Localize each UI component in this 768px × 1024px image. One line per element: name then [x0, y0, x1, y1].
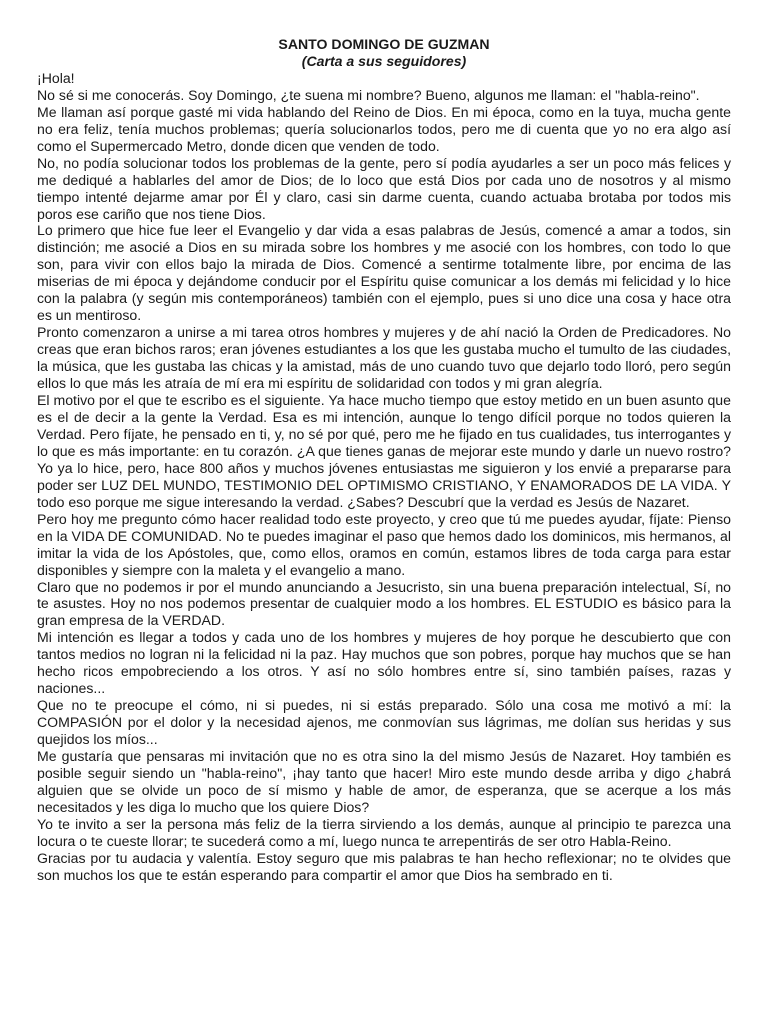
document-subtitle: (Carta a sus seguidores)	[301, 52, 467, 69]
paragraph-4: Lo primero que hice fue leer el Evangelio y dar vida a esas palabras de Jesús, comencé a amar a todos, sin distinción; me asocié a Dios en su mirada sobre los hombres y me asocié con los hombres, con todo lo que son, para vivir con ellos bajo la mirada de Dios. Comencé a sentirme totalmente libre, por encima de las miserias de mi época y dejándome conducir por el Espíritu quise comunicar a los demás mi felicidad y lo hice con la palabra (y según mis contemporáneos) también con el ejemplo, pues si uno dice una cosa y hace otra es un mentiroso.	[37, 222, 731, 324]
letter-page	[37, 36, 731, 884]
paragraph-2: Me llaman así porque gasté mi vida hablando del Reino de Dios. En mi época, como en la tuya, mucha gente no era feliz, tenía muchos problemas; quería solucionarlos todos, pero me di cuenta que yo no era algo así como el Supermercado Metro, donde dicen que venden de todo.	[37, 103, 731, 154]
paragraph-11: Me gustaría que pensaras mi invitación que no es otra sino la del mismo Jesús de Nazaret. Hoy también es posible seguir siendo un "habla-reino", ¡hay tanto que hacer! Miro este mundo desde arriba y digo ¿habrá alguien que se olvide un poco de sí mismo y hable de amor, de esperanza, que se acerque a los más necesitados y les diga lo mucho que los quiere Dios?	[37, 748, 731, 815]
paragraph-8: Claro que no podemos ir por el mundo anunciando a Jesucristo, sin una buena preparación intelectual, Sí, no te asustes. Hoy no nos podemos presentar de cualquier modo a los hombres. EL ESTUDIO es básico para la gran empresa de la VERDAD.	[37, 578, 731, 629]
paragraph-10: Que no te preocupe el cómo, ni si puedes, ni si estás preparado. Sólo una cosa me motivó a mí: la COMPASIÓN por el dolor y la necesidad ajenos, me conmovían sus lágrimas, me dolían sus heridas y sus quejidos los míos...	[37, 697, 731, 748]
paragraph-13: Gracias por tu audacia y valentía. Estoy seguro que mis palabras te han hecho reflexionar; no te olvides que son muchos los que te están esperando para compartir el amor que Dios ha sembrado en ti.	[37, 849, 731, 883]
greeting: ¡Hola!	[37, 69, 75, 86]
paragraph-9: Mi intención es llegar a todos y cada uno de los hombres y mujeres de hoy porque he descubierto que con tantos medios no logran ni la felicidad ni la paz. Hay muchos que son pobres, porque hay muchos que se han hecho ricos empobreciendo a los otros. Y así no sólo hombres entre sí, sino también países, razas y naciones...	[37, 629, 731, 697]
paragraph-3: No, no podía solucionar todos los problemas de la gente, pero sí podía ayudarles a ser un poco más felices y me dediqué a hablarles del amor de Dios; de lo loco que está Dios por cada uno de nosotros y al mismo tiempo intenté dejarme amar por Él y claro, casi sin darme cuenta, cuando actuaba brotaba por todos mis poros ese cariño que nos tiene Dios.	[37, 154, 731, 222]
paragraph-12: Yo te invito a ser la persona más feliz de la tierra sirviendo a los demás, aunque al principio te parezca una locura o te cueste llorar; te sucederá como a mí, luego nunca te arrepentirás de ser otro Habla-Reino.	[37, 815, 731, 849]
paragraph-7: Pero hoy me pregunto cómo hacer realidad todo este proyecto, y creo que tú me puedes ayudar, fíjate: Pienso en la VIDA DE COMUNIDAD. No te puedes imaginar el paso que hemos dado los dominicos, mis hermanos, al imitar la vida de los Apóstoles, que, como ellos, oramos en común, estamos libres de toda carga para estar disponibles y siempre con la maleta y el evangelio a mano.	[37, 510, 731, 578]
document-title: SANTO DOMINGO DE GUZMAN	[278, 36, 490, 52]
paragraph-1: No sé si me conocerás. Soy Domingo, ¿te suena mi nombre? Bueno, algunos me llaman: el "habla-reino".	[37, 86, 700, 103]
paragraph-5: Pronto comenzaron a unirse a mi tarea otros hombres y mujeres y de ahí nació la Orden de Predicadores. No creas que eran bichos raros; eran jóvenes estudiantes a los que les gustaba mucho el tumulto de las ciudades, la música, que les gustaba las chicas y la amistad, más de uno cuando tuvo que dejarlo todo lloró, pero según ellos lo que más les atraía de mí era mi espíritu de solidaridad con todos y mi gran alegría.	[37, 324, 731, 392]
paragraph-6: El motivo por el que te escribo es el siguiente. Ya hace mucho tiempo que estoy metido en un buen asunto que es el de decir a la gente la Verdad. Esa es mi intención, aunque lo tengo difícil porque no todos quieren la Verdad. Pero fíjate, he pensado en ti, y, no sé por qué, pero me he fijado en tus cualidades, tus interrogantes y lo que es más importante: en tu corazón. ¿A que tienes ganas de mejorar este mundo y darle un nuevo rostro? Yo ya lo hice, pero, hace 800 años y muchos jóvenes entusiastas me siguieron y los envié a prepararse para poder ser LUZ DEL MUNDO, TESTIMONIO DEL OPTIMISMO CRISTIANO, Y ENAMORADOS DE LA VIDA. Y todo eso porque me sigue interesando la verdad. ¿Sabes? Descubrí que la verdad es Jesús de Nazaret.	[37, 392, 731, 510]
